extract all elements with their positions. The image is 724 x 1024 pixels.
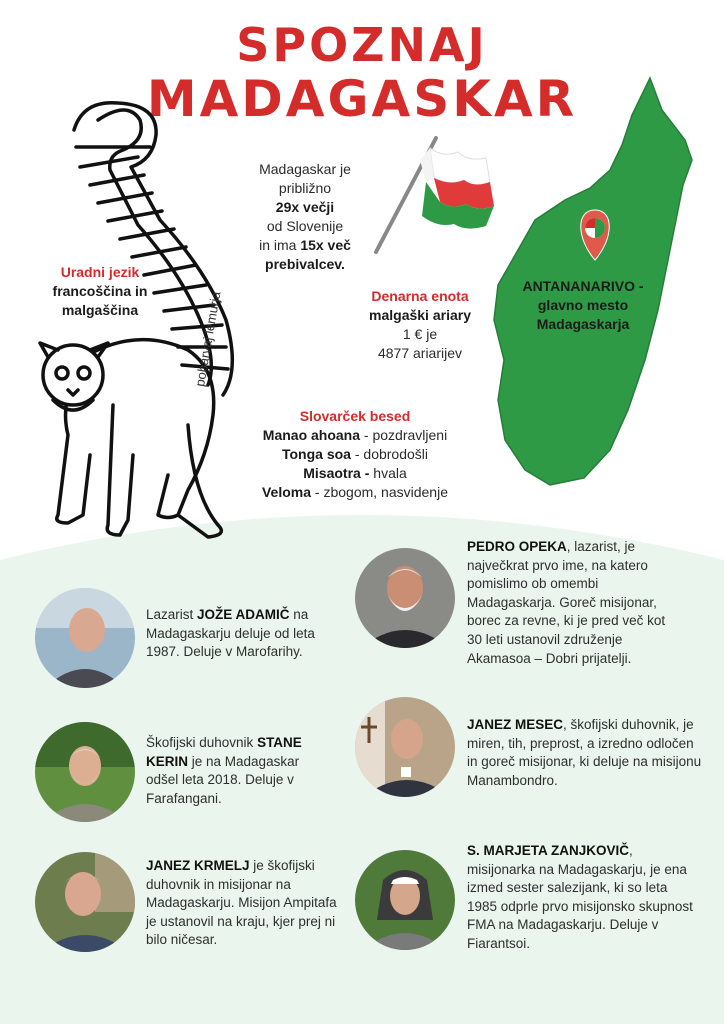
size-line-5a: in ima — [259, 237, 301, 253]
person-name: S. MARJETA ZANJKOVIČ — [467, 843, 630, 858]
size-fact — [235, 160, 375, 274]
dict-sep: - — [360, 427, 373, 443]
bio-mesec — [467, 716, 702, 790]
dict-word: Manao ahoana — [262, 427, 361, 443]
size-line-4: od Slovenije — [266, 218, 344, 234]
person-name: JOŽE ADAMIČ — [197, 607, 290, 622]
dictionary-entry — [230, 464, 480, 483]
bio-text: Škofijski duhovnik — [146, 735, 258, 750]
language-block — [30, 263, 170, 320]
bio-text: je na Madagaskar odšel leta 2018. Deluje v Farafangani. — [146, 753, 300, 806]
bio-krmelj — [146, 857, 346, 950]
currency-line-1: malgaški ariary — [369, 307, 471, 323]
size-line-6: prebivalcev. — [265, 256, 345, 272]
language-line-1: francoščina in — [52, 283, 148, 299]
capital-label — [508, 277, 658, 334]
dictionary-entry — [230, 445, 480, 464]
dict-sep: - — [350, 446, 364, 462]
bio-text: , misijonarka na Madagaskarju, je ena izmed sester salezijank, ki so leta 1985 odprle prvo misijonsko skupnost FMA na Madagaskarju. Deluje v Fiarantsoi. — [467, 843, 693, 951]
capital-label-3: Madagaskarja — [536, 316, 630, 332]
portrait-icon — [35, 852, 135, 952]
avatar-mesec — [355, 697, 455, 797]
bio-text: , škofijski duhovnik, je miren, tih, preprost, a izredno odločen in goreč misijonar, ki deluje na misijonu Manambondro. — [467, 717, 702, 788]
title-line-2: MADAGASKAR — [146, 70, 578, 128]
bio-kerin — [146, 734, 326, 808]
bio-text: Lazarist — [146, 607, 198, 622]
dict-meaning: hvala — [373, 465, 407, 481]
dict-word: Veloma — [261, 484, 312, 500]
capital-label-1: ANTANANARIVO - — [522, 278, 644, 294]
avatar-opeka — [355, 548, 455, 648]
avatar-zanjkovic — [355, 850, 455, 950]
size-line-5b: 15x več — [300, 237, 351, 253]
portrait-icon — [35, 722, 135, 822]
portrait-icon — [355, 697, 455, 797]
dict-sep: - — [311, 484, 324, 500]
bio-adamic — [146, 606, 351, 662]
capital-label-2: glavno mesto — [537, 297, 629, 313]
dict-meaning: dobrodošli — [363, 446, 429, 462]
portrait-icon — [355, 548, 455, 648]
size-line-3: 29x večji — [275, 199, 335, 215]
dict-word: Tonga soa — [281, 446, 351, 462]
dictionary-entry — [230, 426, 480, 445]
person-name: STANE KERIN — [146, 735, 302, 769]
currency-block — [345, 287, 495, 363]
currency-line-3: 4877 ariarijev — [377, 345, 463, 361]
bio-text: na Madagaskarju deluje od leta 1987. Deluje v Marofarihy. — [146, 607, 315, 660]
language-heading: Uradni jezik — [60, 264, 140, 280]
bio-zanjkovic — [467, 842, 697, 954]
currency-line-2: 1 € je — [402, 326, 438, 342]
portrait-icon — [355, 850, 455, 950]
person-name: JANEZ MESEC — [467, 717, 564, 732]
dictionary-heading: Slovarček besed — [299, 408, 411, 424]
avatar-kerin — [35, 722, 135, 822]
portrait-icon — [35, 588, 135, 688]
avatar-adamic — [35, 588, 135, 688]
dict-meaning: zbogom, nasvidenje — [323, 484, 448, 500]
currency-heading: Denarna enota — [371, 288, 469, 304]
title-line-1: SPOZNAJ — [236, 18, 488, 72]
bio-text: je škofijski duhovnik in misijonar na Madagaskarju. Misijon Ampitafa je ustanovil na kraju, kjer prej ni bilo ničesar. — [146, 858, 337, 948]
person-name: JANEZ KRMELJ — [146, 858, 250, 873]
person-name: PEDRO OPEKA — [467, 539, 567, 554]
avatar-krmelj — [35, 852, 135, 952]
dict-word: Misaotra — [303, 465, 361, 481]
dictionary-block — [230, 407, 480, 502]
size-line-1: Madagaskar je — [259, 161, 351, 177]
bio-text: , lazarist, je največkrat prvo ime, na katero pomislimo ob omembi Madagaskarja. Goreč misijonar, borec za revne, ki je pred več kot 30 leti ustanovil združenje Akamasoa – Dobri prijatelji. — [467, 539, 666, 666]
bio-opeka — [467, 538, 667, 668]
size-line-2: približno — [278, 180, 332, 196]
lemur-caption: pobarvaj lemurja — [192, 290, 224, 388]
language-line-2: malgaščina — [61, 302, 139, 318]
dict-sep: - — [360, 465, 374, 481]
dictionary-entry — [230, 483, 480, 502]
dict-meaning: pozdravljeni — [372, 427, 448, 443]
